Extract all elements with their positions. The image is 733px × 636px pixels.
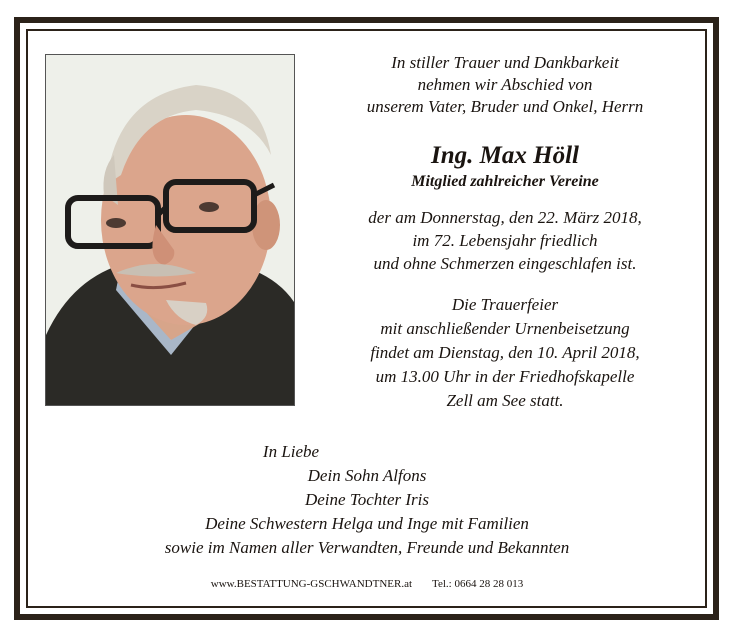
death-notice: [320, 206, 690, 275]
mourner-line: sowie im Namen aller Verwandten, Freunde und Bekannten: [164, 538, 570, 557]
footer-contact: [60, 578, 674, 590]
ceremony-line: mit anschließender Urnenbeisetzung: [380, 319, 630, 338]
deceased-name: Ing. Max Höll: [431, 142, 579, 169]
intro-line: In stiller Trauer und Dankbarkeit: [391, 53, 619, 72]
mourners-list: [60, 440, 674, 560]
mourner-line: Deine Tochter Iris: [304, 490, 430, 509]
portrait-photo: [45, 54, 295, 406]
intro-line: nehmen wir Abschied von: [417, 75, 593, 94]
ceremony-line: Die Trauerfeier: [451, 295, 559, 314]
ceremony-line: findet am Dienstag, den 10. April 2018,: [370, 343, 640, 362]
death-line: und ohne Schmerzen eingeschlafen ist.: [373, 254, 637, 273]
website-text: www.BESTATTUNG-GSCHWANDTNER.at: [210, 578, 413, 590]
mourner-line: Deine Schwestern Helga und Inge mit Familien: [205, 514, 529, 533]
phone-text: Tel.: 0664 28 28 013: [432, 578, 524, 590]
deceased-subtitle: Mitglied zahlreicher Vereine: [411, 173, 599, 190]
ceremony-line: Zell am See statt.: [446, 391, 564, 410]
mourner-line: In Liebe: [262, 442, 320, 461]
death-line: im 72. Lebensjahr friedlich: [412, 231, 598, 250]
mourner-line: Dein Sohn Alfons: [307, 466, 427, 485]
intro-text: [320, 52, 690, 118]
death-line: der am Donnerstag, den 22. März 2018,: [368, 208, 642, 227]
ceremony-line: um 13.00 Uhr in der Friedhofskapelle: [375, 367, 635, 386]
intro-line: unserem Vater, Bruder und Onkel, Herrn: [366, 97, 644, 116]
funeral-ceremony-info: [320, 293, 690, 413]
